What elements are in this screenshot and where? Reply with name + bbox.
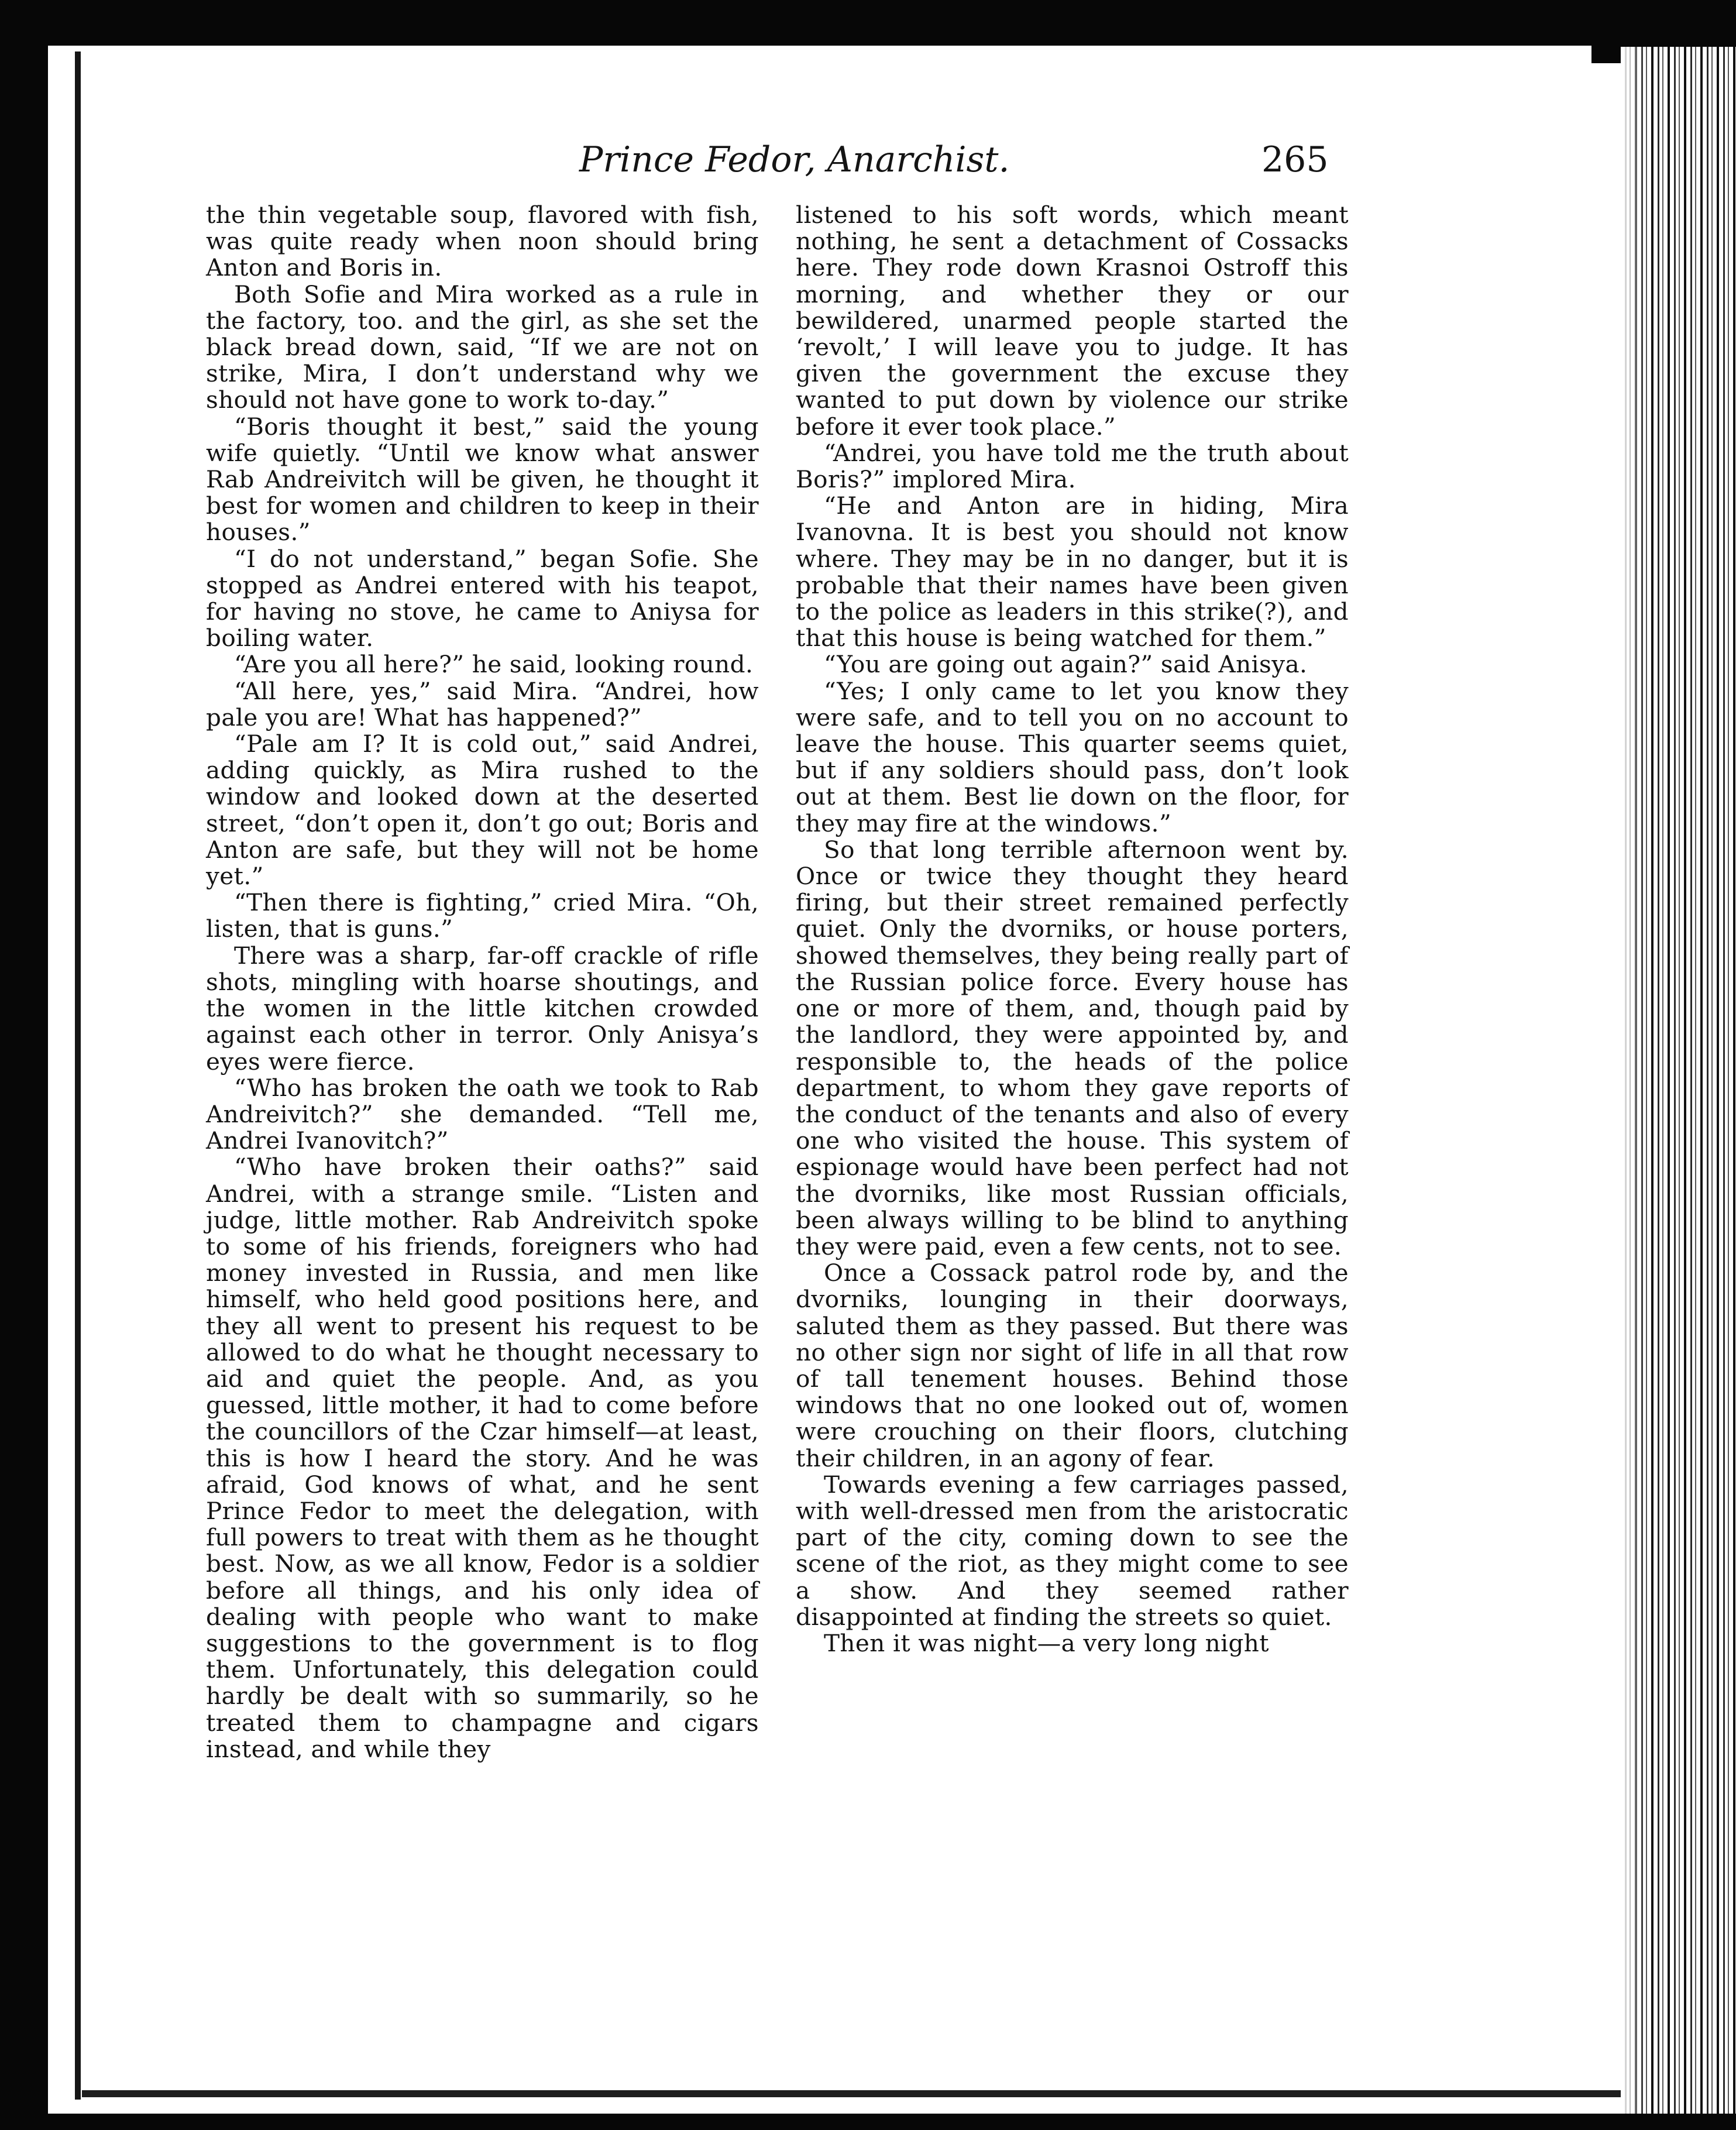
paragraph: “Who have broken their oaths?” said Andrei, with a strange smile. “Listen and judge, little mother. Rab Andreivitch spoke to some of his friends, foreigners who had money invested in Russia, and men like himself, who held good positions here, and they all went to present his request to be allowed to do what he thought necessary to aid and quiet the people. And, as you guessed, little mother, it had to come before the councillors of the Czar himself—at least, this is how I heard the story. And he was afraid, God knows of what, and he sent Prince Fedor to meet the delegation, with full powers to treat with them as he thought best. Now, as we all know, Fedor is a soldier before all things, and his only idea of dealing with people who want to make suggestions to the government is to flog them. Unfortunately, this delegation could hardly be dealt with so summarily, so he treated them to champagne and cigars instead, and while they bbox=[206, 1153, 759, 1763]
scan-border-left bbox=[0, 0, 48, 2130]
paragraph: “Are you all here?” he said, looking round. bbox=[234, 650, 754, 679]
scan-border-top bbox=[0, 0, 1736, 46]
scan-bottom-rule bbox=[82, 2090, 1662, 2097]
paragraph: “All here, yes,” said Mira. “Andrei, how pale you are! What has happened?” bbox=[206, 676, 759, 731]
paragraph: listened to his soft words, which meant nothing, he sent a detachment of Cossacks here. They rode down Krasnoi Ostroff this morning, and whether they or our bewildered, unarmed people started the ‘revolt,’ I will leave you to judge. It has given the government the excuse they wanted to put down by violence our strike before it ever took place.” bbox=[796, 201, 1349, 441]
paragraph: “Boris thought it best,” said the young wife quietly. “Until we know what answer Rab Andreivitch will be given, he thought it best for women and children to keep in their houses.” bbox=[206, 412, 759, 547]
paragraph: “I do not understand,” began Sofie. She stopped as Andrei entered with his teapot, for having no stove, he came to Aniysa for boiling water. bbox=[206, 544, 759, 652]
paragraph: Then it was night—a very long night bbox=[824, 1629, 1269, 1657]
paragraph: So that long terrible afternoon went by. Once or twice they thought they heard firing, but their street remained perfectly quiet. Only the dvorniks, or house porters, showed themselves, they being really part of the Russian police force. Every house has one or more of them, and, though paid by the landlord, they were appointed by, and responsible to, the heads of the police department, to whom they gave reports of the conduct of the tenants and also of every one who visited the house. This system of espionage would have been perfect had not the dvorniks, like most Russian officials, been always willing to be blind to anything they were paid, even a few cents, not to see. bbox=[796, 835, 1349, 1260]
paragraph: “Andrei, you have told me the truth about Boris?” implored Mira. bbox=[796, 438, 1349, 494]
paragraph: “Yes; I only came to let you know they were safe, and to tell you on no account to leave the house. This quarter seems quiet, but if any soldiers should pass, don’t look out at them. Best lie down on the floor, for they may fire at the windows.” bbox=[796, 676, 1349, 837]
running-title: Prince Fedor, Anarchist. bbox=[579, 139, 1010, 180]
scan-gutter-line bbox=[75, 51, 81, 2100]
paragraph: There was a sharp, far-off crackle of rifle shots, mingling with hoarse shoutings, and the women in the little kitchen crowded against each other in terror. Only Anisya’s eyes were fierce. bbox=[206, 941, 759, 1076]
paragraph: Both Sofie and Mira worked as a rule in the factory, too. and the girl, as she set the black bread down, said, “If we are not on strike, Mira, I don’t understand why we should not have gone to work to-day.” bbox=[206, 280, 759, 414]
paragraph: the thin vegetable soup, flavored with fish, was quite ready when noon should bring Anton and Boris in. bbox=[206, 201, 759, 282]
book-page-edges-fade bbox=[1621, 47, 1644, 2114]
paragraph: “He and Anton are in hiding, Mira Ivanovna. It is best you should not know where. They may be in no danger, but it is probable that their names have been given to the police as leaders in this strike(?), and that this house is being watched for them.” bbox=[796, 492, 1349, 652]
paragraph: Towards evening a few carriages passed, with well-dressed men from the aristocratic part of the city, coming down to see the scene of the riot, as they might come to see a show. And they seemed rather disappointed at finding the streets so quiet. bbox=[796, 1470, 1349, 1631]
paragraph: “Pale am I? It is cold out,” said Andrei, adding quickly, as Mira rushed to the window and looked down at the deserted street, “don’t open it, don’t go out; Boris and Anton are safe, but they will not be home yet.” bbox=[206, 730, 759, 891]
paragraph: Once a Cossack patrol rode by, and the dvorniks, lounging in their doorways, saluted them as they passed. But there was no other sign nor sight of life in all that row of tall tenement houses. Behind those windows that no one looked out of, women were crouching on their floors, clutching their children, in an agony of fear. bbox=[796, 1259, 1349, 1472]
left-text-column bbox=[206, 202, 759, 1763]
paragraph: “Then there is fighting,” cried Mira. “Oh, listen, that is guns.” bbox=[206, 888, 759, 943]
right-text-column bbox=[796, 202, 1349, 1657]
paragraph: “Who has broken the oath we took to Rab Andreivitch?” she demanded. “Tell me, Andrei Ivanovitch?” bbox=[206, 1073, 759, 1155]
page-number: 265 bbox=[1261, 139, 1329, 180]
scan-border-bottom bbox=[0, 2114, 1736, 2130]
paragraph: “You are going out again?” said Anisya. bbox=[824, 650, 1308, 679]
